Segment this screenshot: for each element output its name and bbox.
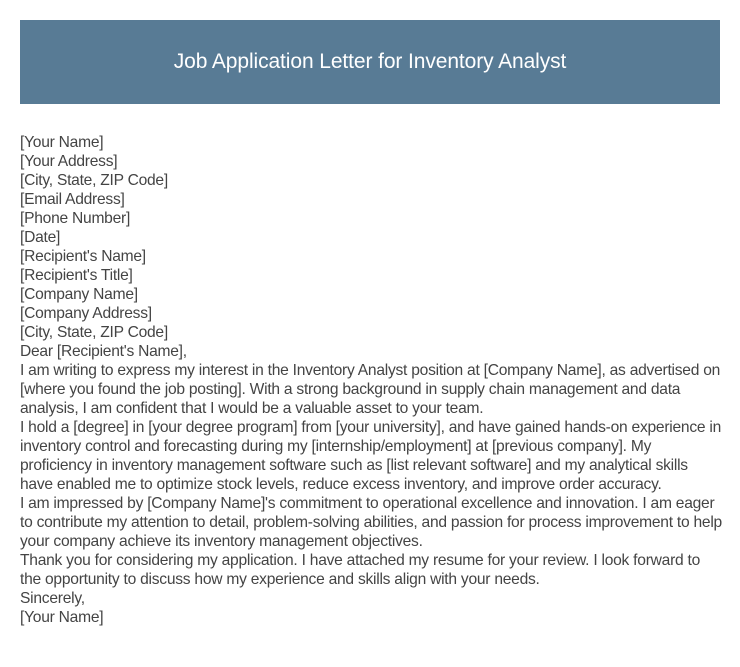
sender-city-state-zip: [City, State, ZIP Code] — [20, 172, 168, 189]
paragraph-motivation: I am impressed by [Company Name]'s commitment to operational excellence and innovation. I am eager to contribute my attention to detail, problem-solving abilities, and passion for process improvement to help your company achieve its inventory management objectives. — [20, 495, 722, 550]
recipient-title: [Recipient's Title] — [20, 267, 133, 284]
letter-date: [Date] — [20, 229, 61, 246]
salutation: Dear [Recipient's Name], — [20, 343, 187, 360]
sender-address: [Your Address] — [20, 153, 118, 170]
sender-phone: [Phone Number] — [20, 210, 131, 227]
letter-body — [20, 133, 722, 627]
paragraph-closing: Thank you for considering my application. I have attached my resume for your review. I look forward to the opportunity to discuss how my experience and skills align with your needs. — [20, 552, 701, 588]
recipient-city-state-zip: [City, State, ZIP Code] — [20, 324, 168, 341]
recipient-company-address: [Company Address] — [20, 305, 152, 322]
sender-block — [20, 133, 722, 247]
sender-email: [Email Address] — [20, 191, 125, 208]
sender-name: [Your Name] — [20, 134, 104, 151]
page-title: Job Application Letter for Inventory Analyst — [173, 50, 567, 73]
closing: Sincerely, — [20, 590, 85, 607]
recipient-name: [Recipient's Name] — [20, 248, 146, 265]
signature: [Your Name] — [20, 609, 104, 626]
recipient-company: [Company Name] — [20, 286, 138, 303]
recipient-block — [20, 247, 722, 342]
paragraph-intro: I am writing to express my interest in the Inventory Analyst position at [Company Name], as advertised on [where you found the job posting]. With a strong background in supply chain management and data analysis, I am confident that I would be a valuable asset to your team. — [20, 362, 721, 417]
page-header — [20, 20, 720, 104]
paragraph-qualifications: I hold a [degree] in [your degree program] from [your university], and have gained hands-on experience in inventory control and forecasting during my [internship/employment] at [previous company]. My proficiency in inventory management software such as [list relevant software] and my analytical skills have enabled me to optimize stock levels, reduce excess inventory, and improve order accuracy. — [20, 419, 722, 493]
